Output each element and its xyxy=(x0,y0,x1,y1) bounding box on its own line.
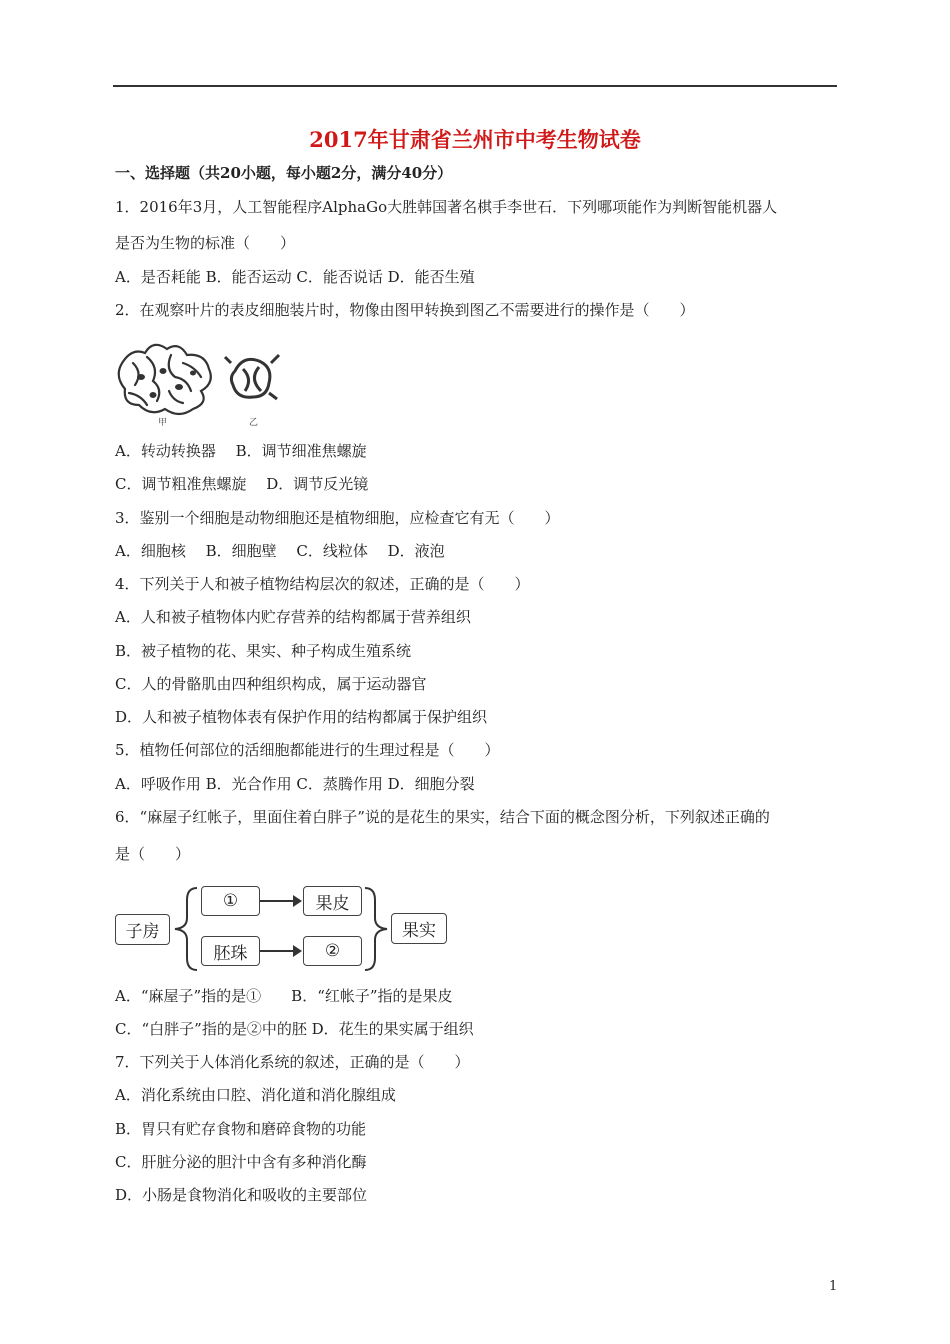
q5-stem: 5．植物任何部位的活细胞都能进行的生理过程是（ ） xyxy=(115,741,500,759)
arrow-2 xyxy=(260,950,300,952)
concept-box-1: ① xyxy=(201,886,260,916)
q3-stem: 3．鉴别一个细胞是动物细胞还是植物细胞，应检查它有无（ ） xyxy=(115,509,560,527)
q5-options: A．呼吸作用 B．光合作用 C．蒸腾作用 D．细胞分裂 xyxy=(115,775,475,793)
q1-stem-line1: 1．2016年3月，人工智能程序AlphaGo大胜韩国著名棋手李世石．下列哪项能作为判断智能机器人 xyxy=(115,198,778,216)
q7-option-b: B．胃只有贮存食物和磨碎食物的功能 xyxy=(115,1120,367,1138)
q7-stem: 7．下列关于人体消化系统的叙述，正确的是（ ） xyxy=(115,1053,470,1071)
q7-option-a: A．消化系统由口腔、消化道和消化腺组成 xyxy=(115,1086,396,1104)
q2-options-line1: A．转动转换器 B．调节细准焦螺旋 xyxy=(115,442,367,460)
concept-fruit: 果实 xyxy=(391,913,447,944)
q4-option-b: B．被子植物的花、果实、种子构成生殖系统 xyxy=(115,642,412,660)
concept-ovule: 胚珠 xyxy=(201,936,260,966)
right-brace xyxy=(363,886,391,972)
q6-stem-line1: 6．“麻屋子红帐子，里面住着白胖子”说的是花生的果实，结合下面的概念图分析，下列叙述正确的 xyxy=(115,808,770,826)
q4-stem: 4．下列关于人和被子植物结构层次的叙述，正确的是（ ） xyxy=(115,575,530,593)
header-rule xyxy=(113,85,837,87)
q4-option-c: C．人的骨骼肌由四种组织构成，属于运动器官 xyxy=(115,675,427,693)
concept-box-2: ② xyxy=(303,936,362,966)
q1-stem-line2: 是否为生物的标准（ ） xyxy=(115,234,296,252)
concept-map xyxy=(113,880,453,972)
q3-options: A．细胞核 B．细胞壁 C．线粒体 D．液泡 xyxy=(115,542,445,560)
concept-ovary: 子房 xyxy=(115,914,170,945)
q7-option-d: D．小肠是食物消化和吸收的主要部位 xyxy=(115,1186,368,1204)
arrow-1 xyxy=(260,900,300,902)
fig-label-yi: 乙 xyxy=(249,418,259,428)
concept-pericarp: 果皮 xyxy=(303,886,362,916)
q1-options: A．是否耗能 B．能否运动 C．能否说话 D．能否生殖 xyxy=(115,268,475,286)
q2-stem: 2．在观察叶片的表皮细胞装片时，物像由图甲转换到图乙不需要进行的操作是（ ） xyxy=(115,301,695,319)
left-brace xyxy=(171,886,201,972)
q7-option-c: C．肝脏分泌的胆汁中含有多种消化酶 xyxy=(115,1153,367,1171)
microscope-cell-figure xyxy=(113,333,285,429)
fig-label-jia: 甲 xyxy=(158,418,168,428)
q6-options-line1: A．“麻屋子”指的是① B．“红帐子”指的是果皮 xyxy=(115,987,453,1005)
page-number: 1 xyxy=(829,1279,838,1294)
q4-option-a: A．人和被子植物体内贮存营养的结构都属于营养组织 xyxy=(115,608,471,626)
q6-stem-line2: 是（ ） xyxy=(115,845,191,863)
q4-option-d: D．人和被子植物体表有保护作用的结构都属于保护组织 xyxy=(115,708,488,726)
page-title: 2017年甘肃省兰州市中考生物试卷 xyxy=(309,127,641,152)
section-heading: 一、选择题（共20小题，每小题2分，满分40分） xyxy=(115,164,453,182)
q6-options-line2: C．“白胖子”指的是②中的胚 D．花生的果实属于组织 xyxy=(115,1020,474,1038)
q2-options-line2: C．调节粗准焦螺旋 D．调节反光镜 xyxy=(115,475,369,493)
